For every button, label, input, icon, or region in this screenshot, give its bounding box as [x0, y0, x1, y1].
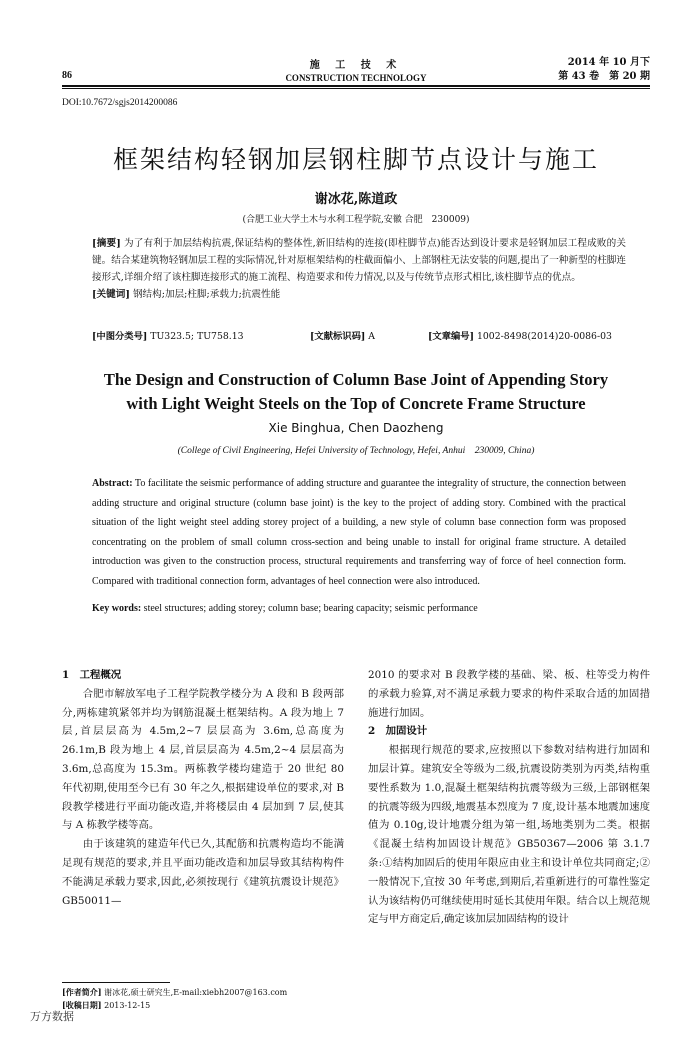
- keywords-cn-text: 钢结构;加层;柱脚;承载力;抗震性能: [132, 289, 281, 300]
- header-rule-thick: [62, 85, 650, 87]
- affiliation-en: (College of Civil Engineering, Hefei University of Technology, Hefei, Anhui 230009, China): [177, 446, 535, 456]
- keywords-en: [92, 603, 626, 614]
- title-cn: 框架结构轻钢加层钢柱脚节点设计与施工: [112, 145, 599, 174]
- header-rule-thin: [62, 88, 650, 89]
- body-column-left: [62, 666, 344, 910]
- authors-cn: 谢冰花,陈道政: [314, 192, 398, 207]
- doc-label: [文献标识码]: [310, 331, 366, 342]
- keywords-cn-label: [关键词]: [92, 289, 130, 300]
- article-label: [文章编号]: [428, 331, 474, 342]
- section-heading-2: 2 加固设计: [368, 725, 428, 738]
- title-en-line2: with Light Weight Steels on the Top of Concrete Frame Structure: [126, 394, 586, 413]
- issue-date: 2014 年 10 月下: [567, 57, 650, 68]
- footnote-author-text: 谢冰花,硕士研究生,E-mail:xiebh2007@163.com: [104, 988, 288, 997]
- abstract-en-label: Abstract:: [92, 478, 133, 489]
- footnote-author-label: [作者简介]: [62, 987, 102, 997]
- clc-value: TU323.5; TU758.13: [150, 331, 244, 342]
- doc-value: A: [368, 331, 375, 342]
- watermark: 万方数据: [30, 1010, 74, 1023]
- section-heading-1: 1 工程概况: [62, 669, 122, 681]
- journal-name-en: CONSTRUCTION TECHNOLOGY: [285, 73, 427, 83]
- doc-code: [310, 328, 375, 342]
- keywords-en-text: steel structures; adding storey; column base; bearing capacity; seismic performance: [143, 603, 478, 614]
- article-value: 1002-8498(2014)20-0086-03: [476, 331, 612, 342]
- abstract-cn-label: [摘要]: [92, 238, 121, 249]
- clc-label: [中图分类号]: [92, 331, 148, 342]
- footnote-received-label: [收稿日期]: [62, 1000, 102, 1010]
- article-number: [428, 328, 612, 342]
- body-paragraph-continued: 2010 的要求对 B 段教学楼的基础、梁、板、柱等受力构件的承载力验算,对不满足承载力要求的构件采取合适的加固措施进行加固。: [368, 669, 650, 719]
- volume-issue: 第 43 卷 第 20 期: [558, 71, 650, 82]
- abstract-en: [92, 474, 626, 592]
- affiliation-cn: (合肥工业大学土木与水利工程学院,安徽 合肥 230009): [242, 215, 470, 225]
- authors-en: Xie Binghua, Chen Daozheng: [268, 421, 444, 435]
- abstract-en-text: To facilitate the seismic performance of adding structure and guarantee the integrality of structure, the connection between adding structure and original structure (column base joint) is the key to the project of adding story. Combined with the practical situation of the light weight steel adding storey project of a building, a new style of column base connection form was proposed concentrating on the problem of small column cross-section and being unable to install for original frame structure. A detailed introduction was given to the construction process, structural requirements and transferring way of force of heel connection form. Compared with traditional connection form, advantages of heel connection were also introduced.: [92, 478, 626, 587]
- journal-name-cn: 施 工 技 术: [309, 60, 403, 71]
- page-number: 86: [62, 70, 72, 81]
- footnote: [62, 986, 344, 1012]
- footnote-received: [62, 999, 344, 1012]
- footnote-author: [62, 986, 344, 999]
- body-column-right: [368, 666, 650, 929]
- footnote-received-text: 2013-12-15: [104, 1001, 151, 1010]
- issue-info: [558, 56, 650, 84]
- clc-code: [92, 328, 244, 342]
- body-paragraph: 由于该建筑的建造年代已久,其配筋和抗震构造均不能满足现有规范的要求,并且平面功能改造和加层导致其结构构件不能满足承载力要求,因此,必须按现行《建筑抗震设计规范》GB50011—: [62, 838, 344, 907]
- body-paragraph: 根据现行规范的要求,应按照以下参数对结构进行加固和加层计算。建筑安全等级为二级,抗震设防类别为丙类,结构重要性系数为 1.0,混凝土框架结构抗震等级为三级,上部钢框架的抗震等级为四级,地震基本烈度为 7 度,设计基本地震加速度值为 0.10g,设计地震分组为第一组,场地类别为二类。根据《混凝土结构加固设计规范》GB50367—2006 第 3.1.7 条:①结构加固后的使用年限应由业主和设计单位共同商定;② 一般情况下,宜按 30 年考虑,到期后,若重新进行的可靠性鉴定认为该结构仍可继续使用时延长其使用年限。结合以上规范规定与甲方商定后,确定该加层加固结构的设计: [368, 744, 650, 926]
- title-en-line1: The Design and Construction of Column Base Joint of Appending Story: [103, 370, 609, 389]
- abstract-cn-text: 为了有利于加层结构抗震,保证结构的整体性,新旧结构的连接(即柱脚节点)能否达到设计要求是轻钢加层工程成败的关键。结合某建筑物轻钢加层工程的实际情况,针对原框架结构的柱截面偏小、上部钢柱无法安装的问题,提出了一种新型的柱脚连接形式,详细介绍了该柱脚连接形式的施工流程、构造要求和传力情况,以及与传统节点形式相比,该柱脚节点的优点。: [92, 238, 626, 283]
- keywords-en-label: Key words:: [92, 603, 142, 614]
- doi: DOI:10.7672/sgjs2014200086: [62, 98, 178, 108]
- running-header: [62, 56, 650, 84]
- abstract-cn: [92, 235, 626, 303]
- title-en: [62, 368, 650, 416]
- footnote-rule: [62, 982, 170, 983]
- body-paragraph: 合肥市解放军电子工程学院教学楼分为 A 段和 B 段两部分,两栋建筑紧邻并均为钢筋混凝土框架结构。A 段为地上 7 层,首层层高为 4.5m,2~7 层层高为 3.6m,总高度为 26.1m,B 段为地上 4 层,首层层高为 4.5m,2~4 层层高为 3.6m,总高度为 15.3m。两栋教学楼均建造于 20 世纪 80 年代初期,使用至今已有 30 年之久,根据建设单位的要求,对 B 段教学楼进行平面功能改造,并将楼层由 4 层加到 7 层,使其与 A 栋教学楼等高。: [62, 687, 344, 832]
